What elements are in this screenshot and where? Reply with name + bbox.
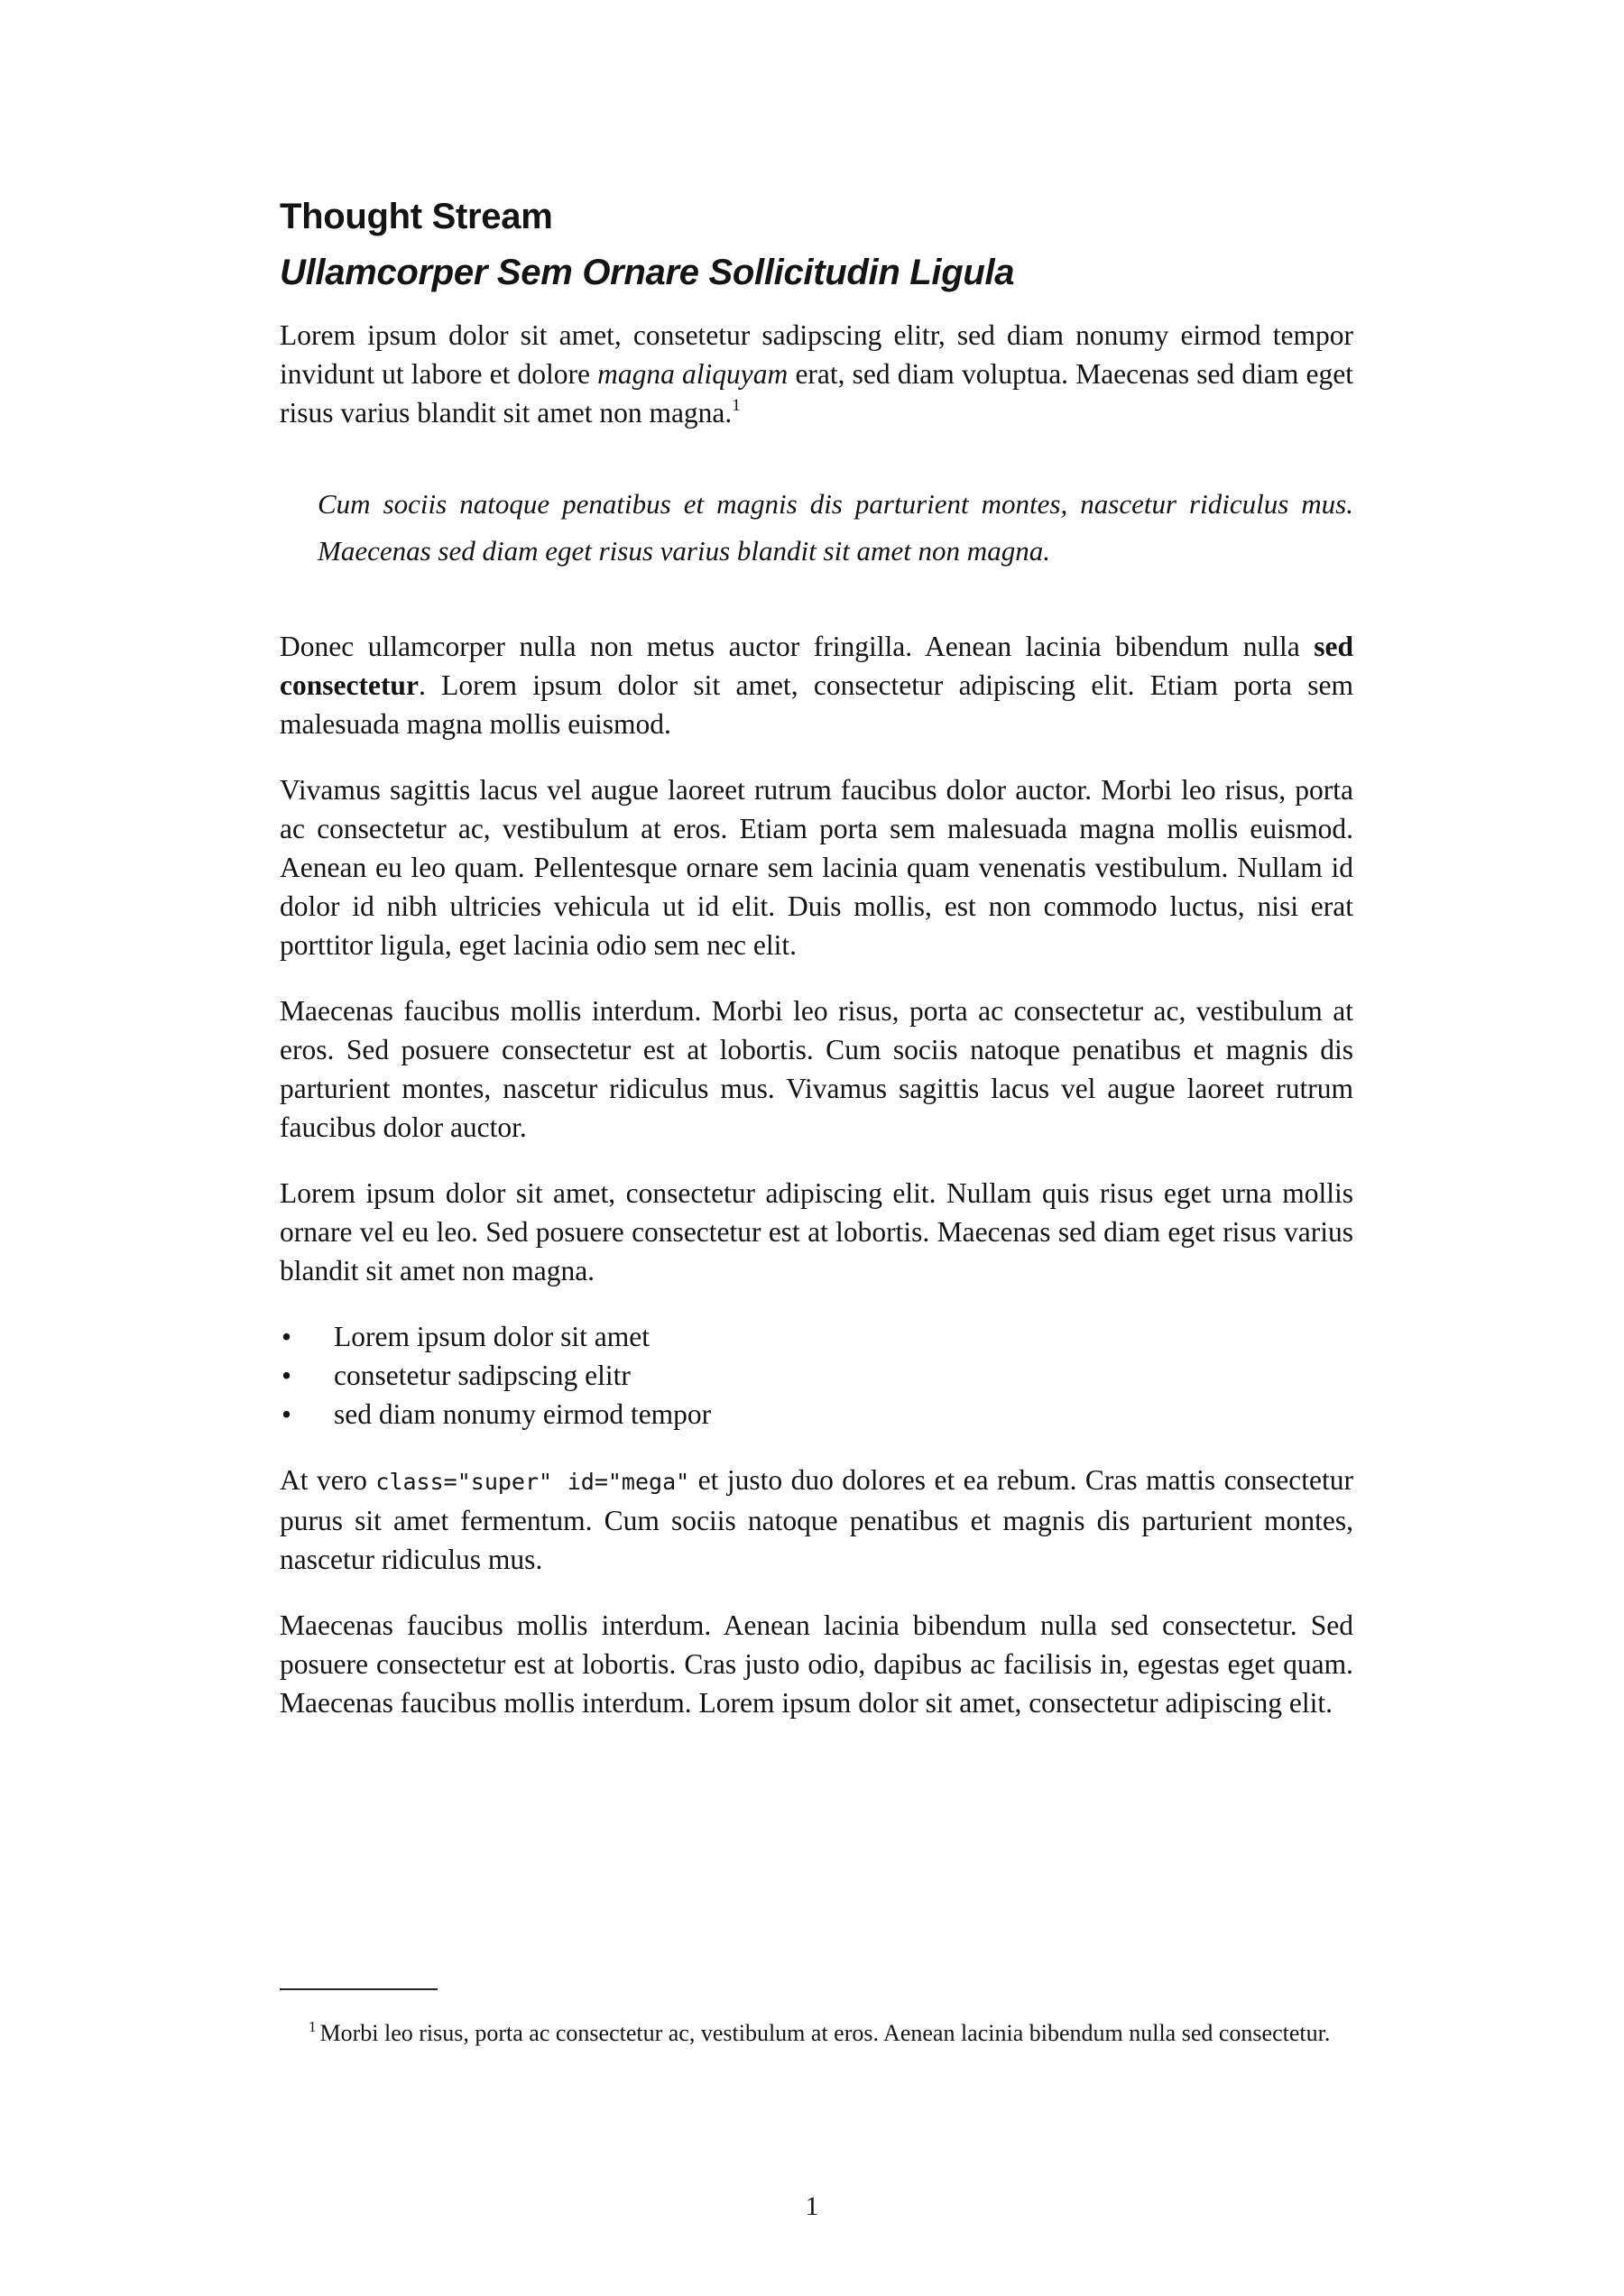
list-item [280,1395,1353,1434]
paragraph-2-text-b: . Lorem ipsum dolor sit amet, consectetur adipiscing elit. Etiam porta sem malesuada magna mollis euismod. [280,669,1353,740]
bullet-icon: • [281,1321,292,1352]
list-item [280,1356,1353,1395]
paragraph-6-text-b: et justo duo dolores et ea rebum. Cras mattis consectetur purus sit amet fermentum. Cum sociis natoque penatibus et magnis dis parturient montes, nascetur ridiculus mus. [280,1464,1353,1575]
footnote-text: Morbi leo risus, porta ac consectetur ac, vestibulum at eros. Aenean lacinia bibendum nulla sed consectetur. [319,2020,1331,2046]
block-quote: Cum sociis natoque penatibus et magnis dis parturient montes, nascetur ridiculus mus. Maecenas sed diam eget risus varius blandit sit amet non magna. [318,488,1353,567]
paragraph-7: Maecenas faucibus mollis interdum. Aenean lacinia bibendum nulla sed consectetur. Sed posuere consectetur est at lobortis. Cras justo odio, dapibus ac facilisis in, egestas eget quam. Maecenas faucibus mollis interdum. Lorem ipsum dolor sit amet, consectetur adipiscing elit. [280,1609,1353,1719]
paragraph-4: Maecenas faucibus mollis interdum. Morbi leo risus, porta ac consectetur ac, vestibulum at eros. Sed posuere consectetur est at lobortis. Cum sociis natoque penatibus et magnis dis parturient montes, nascetur ridiculus mus. Vivamus sagittis lacus vel augue laoreet rutrum faucibus dolor auctor. [280,995,1353,1143]
paragraph-2-text-a: Donec ullamcorper nulla non metus auctor fringilla. Aenean lacinia bibendum nulla [280,631,1315,662]
document-subtitle: Ullamcorper Sem Ornare Sollicitudin Ligula [280,253,1015,292]
emphasis-magna-aliquyam: magna aliquyam [597,358,789,390]
paragraph-6 [280,1461,1353,1579]
footnote-reference[interactable]: 1 [732,395,741,415]
strong-sed-consectetur: sed consectetur [280,631,1353,701]
paragraph-6-text-a: At vero [280,1464,376,1496]
bullet-list [280,1317,1353,1434]
list-item-text: Lorem ipsum dolor sit amet [334,1321,650,1352]
list-item-text: consetetur sadipscing elitr [334,1360,631,1391]
paragraph-intro-text-a: Lorem ipsum dolor sit amet, consetetur sadipscing elitr, sed diam nonumy eirmod tempor invidunt ut labore et dolore [280,319,1353,390]
document-title: Thought Stream [280,197,553,236]
list-item [280,1317,1353,1356]
paragraph-2 [280,627,1353,743]
footnote [309,2017,1371,2050]
footnote-marker: 1 [309,2018,317,2036]
page-body [280,191,1353,1722]
list-item-text: sed diam nonumy eirmod tempor [334,1398,712,1430]
bullet-icon: • [281,1360,292,1391]
paragraph-5: Lorem ipsum dolor sit amet, consectetur adipiscing elit. Nullam quis risus eget urna mollis ornare vel eu leo. Sed posuere consectetur est at lobortis. Maecenas sed diam eget risus varius blandit sit amet non magna. [280,1177,1353,1286]
bullet-icon: • [281,1398,292,1430]
paragraph-intro [280,316,1353,432]
inline-code: class="super" id="mega" [375,1469,690,1495]
paragraph-3: Vivamus sagittis lacus vel augue laoreet rutrum faucibus dolor auctor. Morbi leo risus, porta ac consectetur ac, vestibulum at eros. Etiam porta sem malesuada magna mollis euismod. Aenean eu leo quam. Pellentesque ornare sem lacinia quam venenatis vestibulum. Nullam id dolor id nibh ultricies vehicula ut id elit. Duis mollis, est non commodo luctus, nisi erat porttitor ligula, eget lacinia odio sem nec elit. [280,774,1353,961]
paragraph-intro-text-b: erat, sed diam voluptua. Maecenas sed diam eget risus varius blandit sit amet non magna. [280,358,1353,429]
footnote-separator [280,1988,438,1990]
page-number: 1 [805,2191,819,2221]
